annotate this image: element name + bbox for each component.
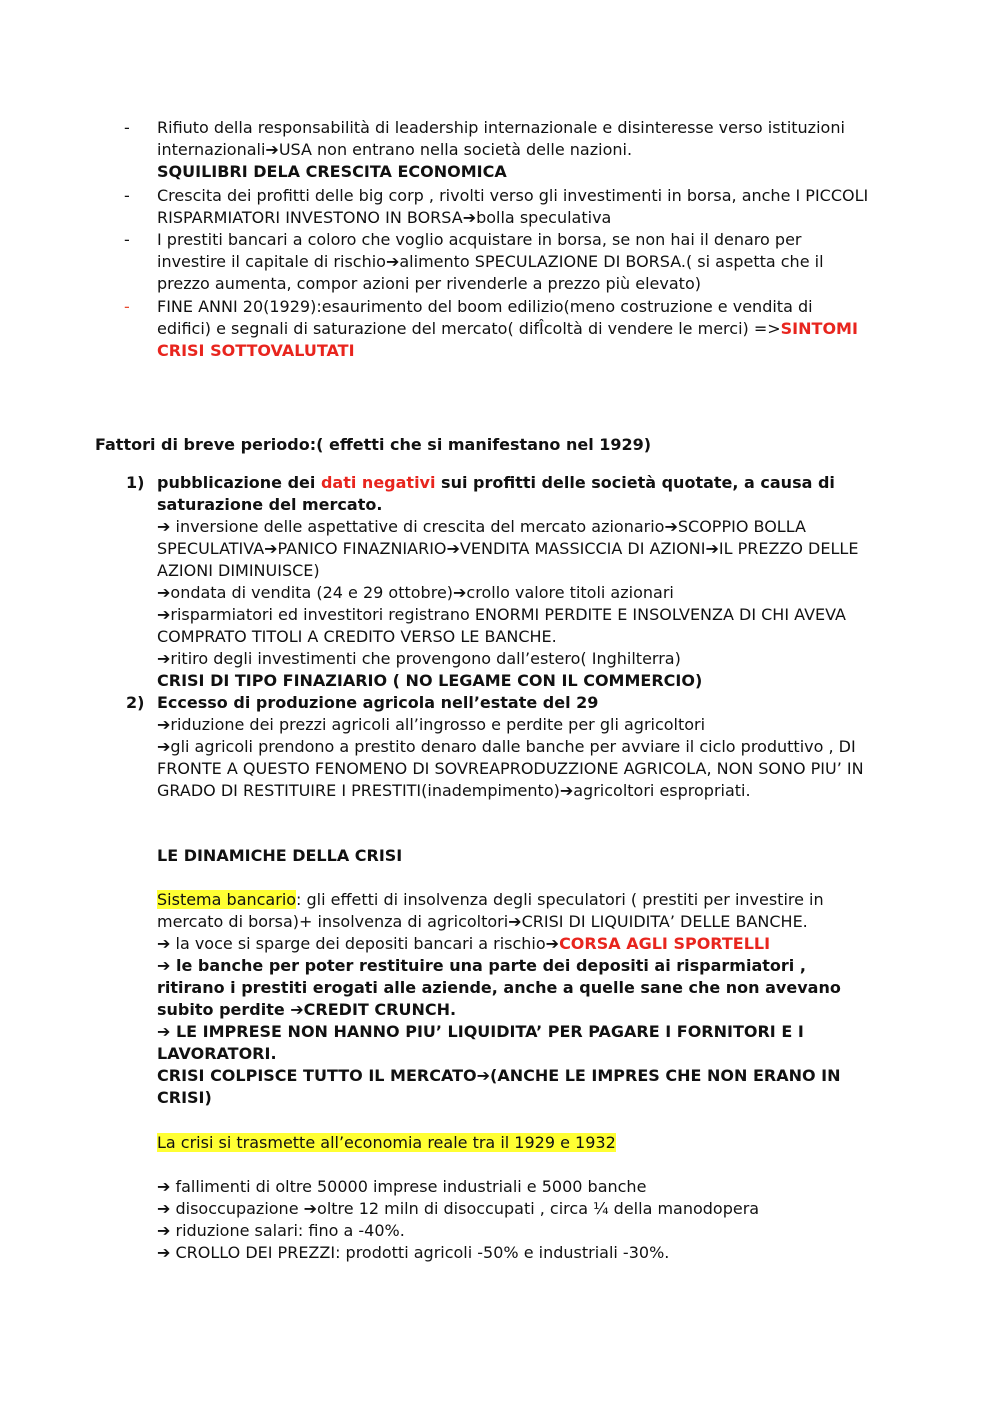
bullet-item-profits xyxy=(157,185,917,229)
text-line: I prestiti bancari a coloro che voglio acquistare in borsa, se non hai il denaro per xyxy=(157,230,802,249)
dynamics-heading: LE DINAMICHE DELLA CRISI xyxy=(157,846,403,865)
text-line: FRONTE A QUESTO FENOMENO DI SOVREAPRODUZZIONE AGRICOLA, NON SONO PIU’ IN xyxy=(157,759,864,778)
bullet-item-loans xyxy=(157,229,917,295)
bullet-marker: - xyxy=(124,230,130,249)
factor-title xyxy=(157,472,917,494)
text-line: Rifiuto della responsabilità di leadership internazionale e disinteresse verso istituzioni xyxy=(157,118,845,137)
text-line: ritirano i prestiti erogati alle aziende, anche a quelle sane che non avevano xyxy=(157,978,841,997)
bullet-item-end-twenties xyxy=(157,296,917,362)
text-line xyxy=(157,318,917,340)
text-line: investire il capitale di rischio➔alimento SPECULAZIONE DI BORSA.( si aspetta che il xyxy=(157,252,824,271)
text-span: pubblicazione dei xyxy=(157,473,321,492)
real-economy-list xyxy=(157,1176,917,1264)
text-line: LAVORATORI. xyxy=(157,1044,277,1063)
text-line: mercato di borsa)+ insolvenza di agricoltori➔CRISI DI LIQUIDITA’ DELLE BANCHE. xyxy=(157,912,808,931)
text-span: edifici) e segnali di saturazione del mercato( difÎcoltà di vendere le merci) => xyxy=(157,319,781,338)
list-item: ➔ riduzione salari: fino a -40%. xyxy=(157,1221,405,1240)
text-line xyxy=(157,889,917,911)
text-line: AZIONI DIMINUISCE) xyxy=(157,561,320,580)
factor-2 xyxy=(157,692,917,802)
text-line: CRISI) xyxy=(157,1088,212,1107)
bullet-marker: - xyxy=(124,297,130,316)
bullet-marker: - xyxy=(124,186,130,205)
text-line: ➔ritiro degli investimenti che provengono dall’estero( Inghilterra) xyxy=(157,649,681,668)
text-line: ➔ le banche per poter restituire una parte dei depositi ai risparmiatori , xyxy=(157,956,806,975)
bullet-item-leadership xyxy=(157,117,917,183)
factor-title: saturazione del mercato. xyxy=(157,495,383,514)
highlighted-term: La crisi si trasmette all’economia reale tra il 1929 e 1932 xyxy=(157,1133,616,1152)
text-line: CRISI COLPISCE TUTTO IL MERCATO➔(ANCHE LE IMPRES CHE NON ERANO IN xyxy=(157,1066,841,1085)
text-line: prezzo aumenta, compor azioni per rivenderle a prezzo più elevato) xyxy=(157,274,701,293)
short-term-heading: Fattori di breve periodo:( effetti che si manifestano nel 1929) xyxy=(95,435,652,454)
red-emphasis: SINTOMI xyxy=(780,319,858,338)
list-item: ➔ fallimenti di oltre 50000 imprese industriali e 5000 banche xyxy=(157,1177,647,1196)
text-line: ➔riduzione dei prezzi agricoli all’ingrosso e perdite per gli agricoltori xyxy=(157,715,706,734)
text-span: sui profitti delle società quotate, a causa di xyxy=(435,473,835,492)
text-span: : gli effetti di insolvenza degli speculatori ( prestiti per investire in xyxy=(296,890,824,909)
bullet-marker: - xyxy=(124,118,130,137)
text-line: Crescita dei profitti delle big corp , rivolti verso gli investimenti in borsa, anche I PICCOLI xyxy=(157,186,869,205)
factor-conclusion: CRISI DI TIPO FINAZIARIO ( NO LEGAME CON IL COMMERCIO) xyxy=(157,671,703,690)
section-subheading: SQUILIBRI DELA CRESCITA ECONOMICA xyxy=(157,162,507,181)
list-item: ➔ CROLLO DEI PREZZI: prodotti agricoli -50% e industriali -30%. xyxy=(157,1243,670,1262)
real-economy-heading xyxy=(157,1132,616,1154)
text-line: SPECULATIVA➔PANICO FINAZNIARIO➔VENDITA MASSICCIA DI AZIONI➔IL PREZZO DELLE xyxy=(157,539,859,558)
banking-paragraph xyxy=(157,889,917,1109)
red-emphasis: CORSA AGLI SPORTELLI xyxy=(559,934,771,953)
list-item: ➔ disoccupazione ➔oltre 12 miln di disoccupati , circa ¼ della manodopera xyxy=(157,1199,760,1218)
text-line: subito perdite ➔CREDIT CRUNCH. xyxy=(157,1000,457,1019)
text-span: ➔ la voce si sparge dei depositi bancari a rischio➔ xyxy=(157,934,560,953)
text-line: COMPRATO TITOLI A CREDITO VERSO LE BANCHE. xyxy=(157,627,557,646)
red-emphasis: dati negativi xyxy=(320,473,436,492)
text-line: RISPARMIATORI INVESTONO IN BORSA➔bolla speculativa xyxy=(157,208,612,227)
text-line: ➔gli agricoli prendono a prestito denaro dalle banche per avviare il ciclo produttivo , DI xyxy=(157,737,856,756)
list-number-2: 2) xyxy=(126,693,145,712)
text-line: GRADO DI RESTITUIRE I PRESTITI(inadempimento)➔agricoltori espropriati. xyxy=(157,781,751,800)
text-line: ➔ inversione delle aspettative di crescita del mercato azionario➔SCOPPIO BOLLA xyxy=(157,517,806,536)
red-emphasis: CRISI SOTTOVALUTATI xyxy=(157,341,355,360)
text-line xyxy=(157,933,917,955)
text-line: ➔risparmiatori ed investitori registrano ENORMI PERDITE E INSOLVENZA DI CHI AVEVA xyxy=(157,605,846,624)
factor-title: Eccesso di produzione agricola nell’estate del 29 xyxy=(157,693,599,712)
text-line: ➔ondata di vendita (24 e 29 ottobre)➔crollo valore titoli azionari xyxy=(157,583,674,602)
text-line: internazionali➔USA non entrano nella società delle nazioni. xyxy=(157,140,633,159)
factor-1 xyxy=(157,472,917,692)
text-line: ➔ LE IMPRESE NON HANNO PIU’ LIQUIDITA’ PER PAGARE I FORNITORI E I xyxy=(157,1022,804,1041)
text-line: FINE ANNI 20(1929):esaurimento del boom edilizio(meno costruzione e vendita di xyxy=(157,297,813,316)
list-number-1: 1) xyxy=(126,473,145,492)
highlighted-term: Sistema bancario xyxy=(157,890,297,909)
